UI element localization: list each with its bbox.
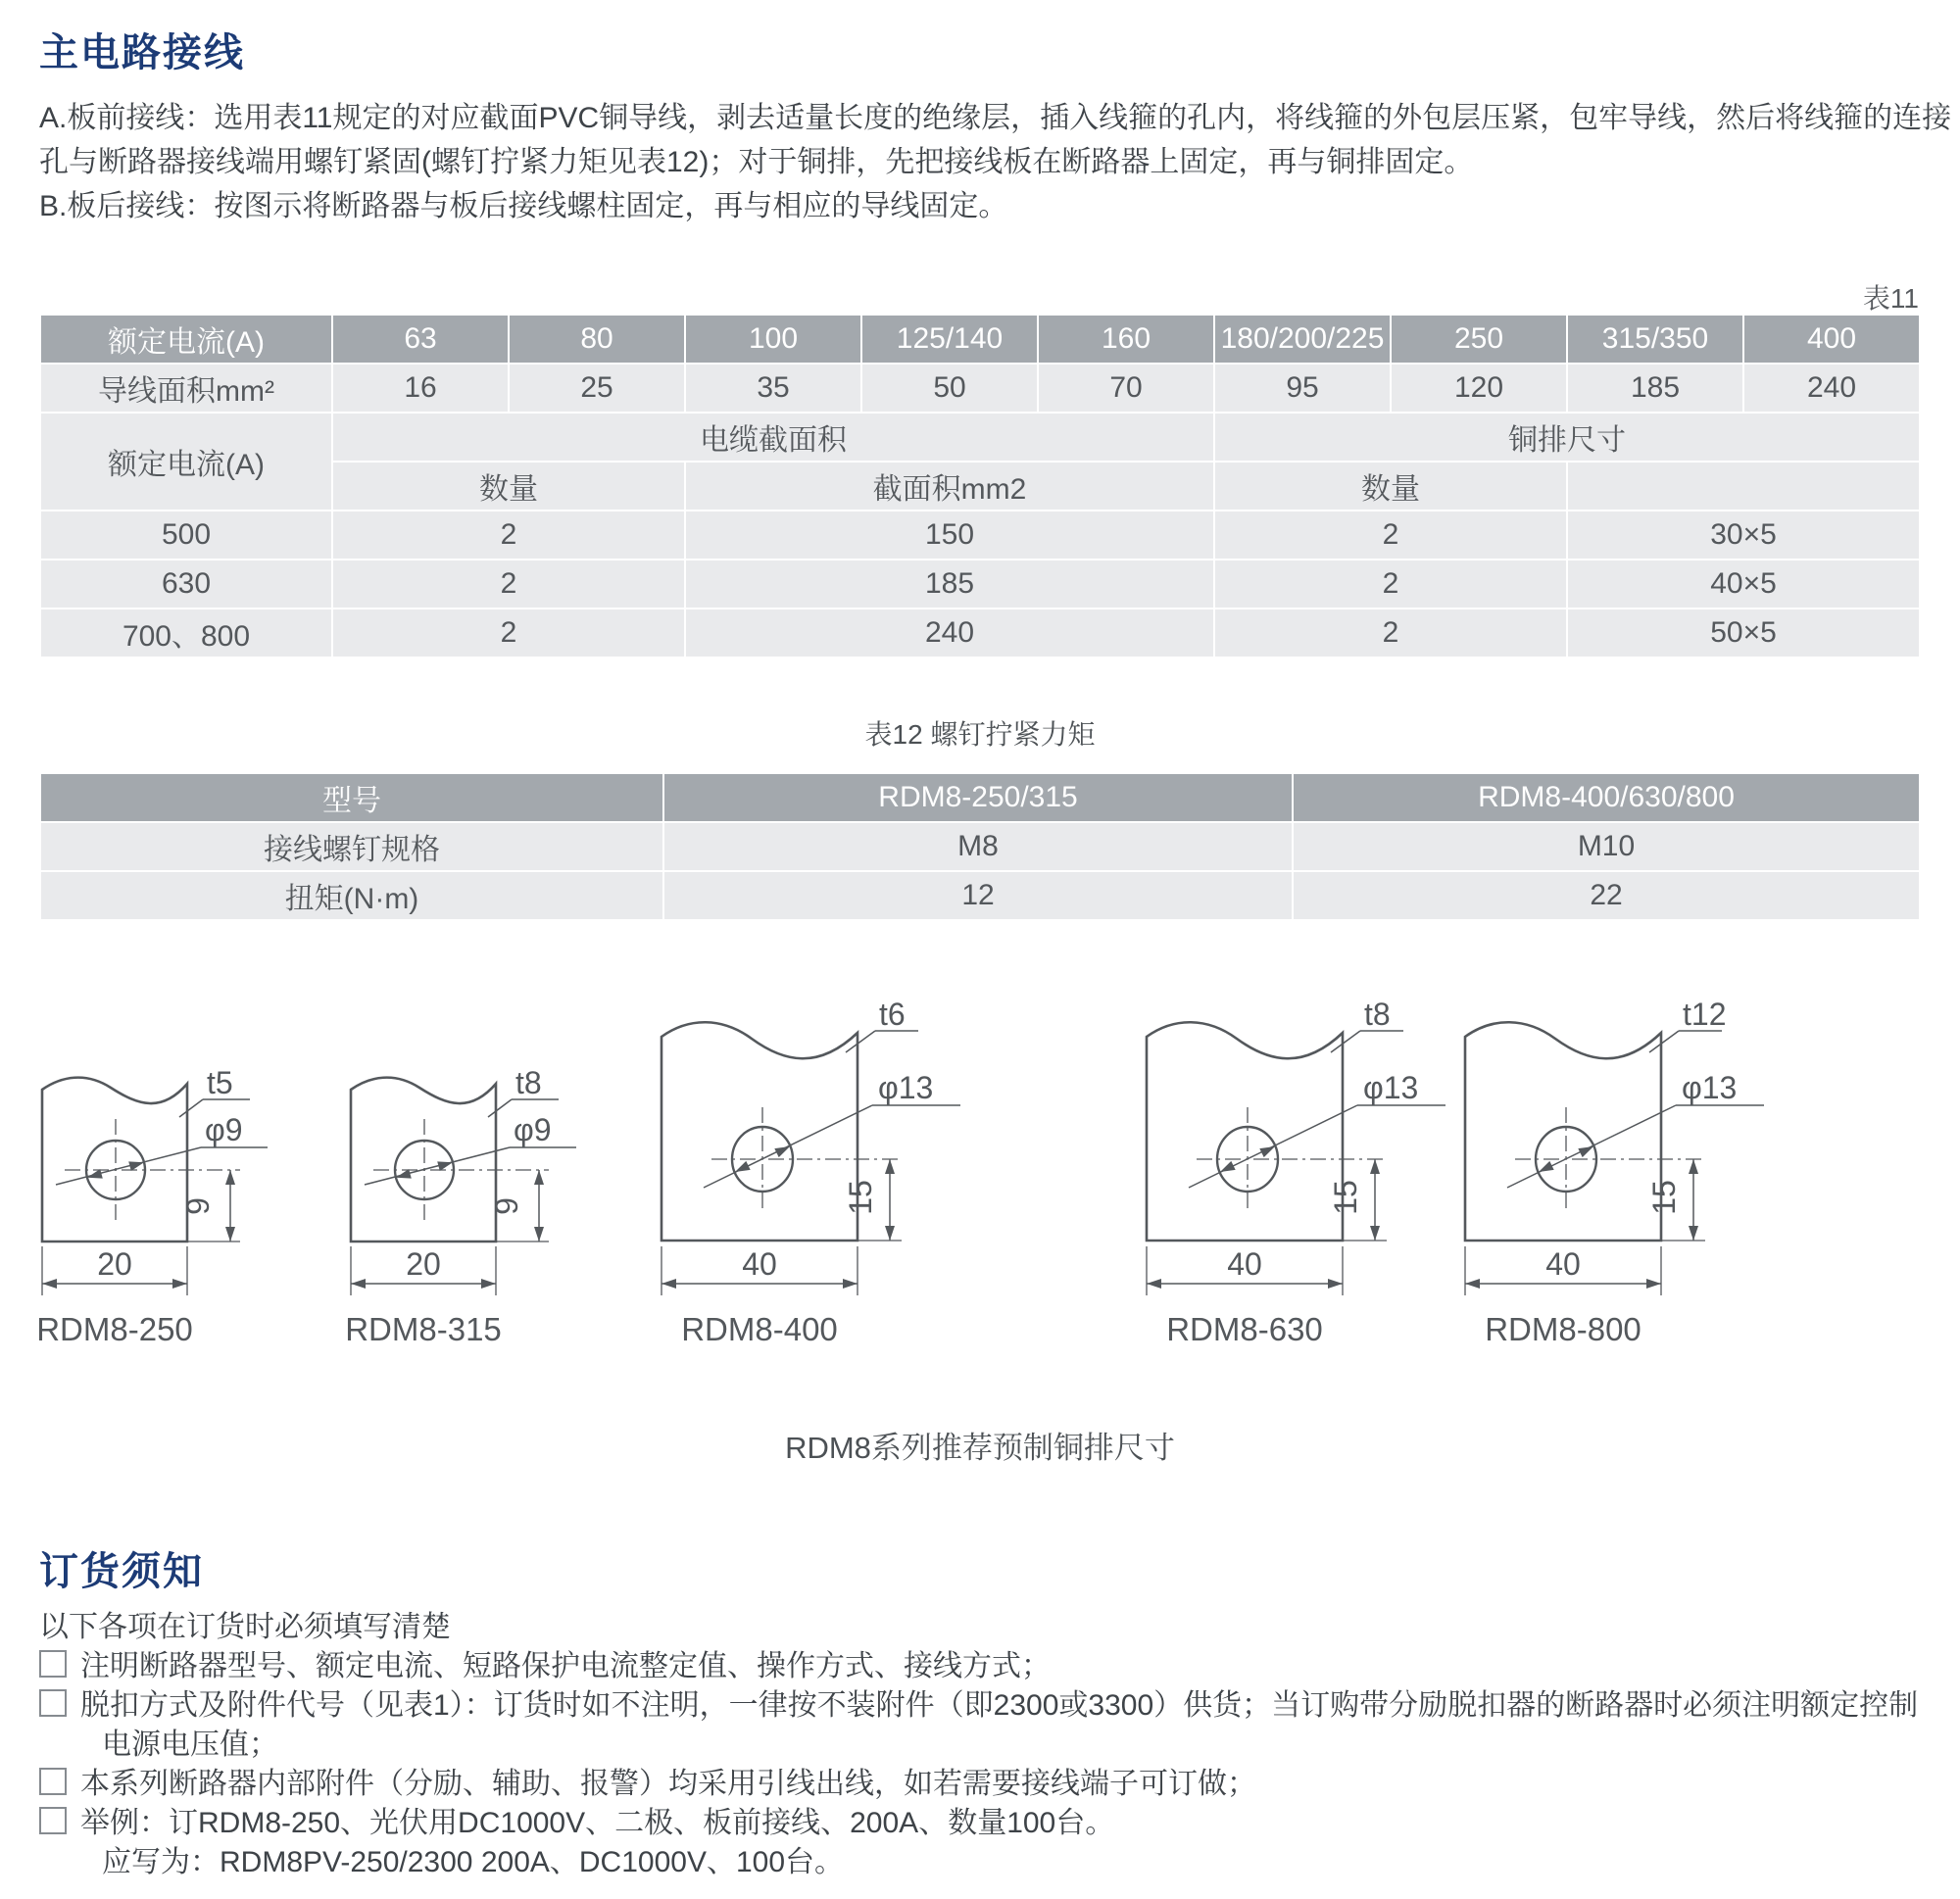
table-cell: M10 <box>1293 822 1920 871</box>
drawing-label: RDM8-800 <box>1485 1311 1642 1347</box>
table-cell: 100 <box>685 315 861 364</box>
table-cell: 630 <box>40 560 332 609</box>
busbar-figure <box>1147 997 1446 1347</box>
section-title-main-wiring: 主电路接线 <box>39 31 245 74</box>
busbar-figure <box>345 1065 576 1347</box>
table-cell: 150 <box>685 511 1214 560</box>
drawing-label: RDM8-250 <box>36 1311 193 1347</box>
table-cell: 40×5 <box>1567 560 1920 609</box>
drawing-label: t6 <box>879 997 906 1032</box>
ordering-line: 电源电压值； <box>102 1729 278 1761</box>
drawing-label: φ13 <box>1363 1070 1419 1105</box>
table-cell: 63 <box>332 315 509 364</box>
table-cell: 数量 <box>1214 462 1567 511</box>
table-cell: 250 <box>1391 315 1567 364</box>
drawing-label: RDM8-315 <box>345 1311 502 1347</box>
drawing-label: 15 <box>843 1180 878 1215</box>
ordering-line: 应写为：RDM8PV-250/2300 200A、DC1000V、100台。 <box>102 1846 845 1878</box>
table-cell: 80 <box>509 315 685 364</box>
table-cell: 180/200/225 <box>1214 315 1391 364</box>
drawing-label: 9 <box>489 1197 524 1215</box>
table-cell: 315/350 <box>1567 315 1743 364</box>
drawings-caption: RDM8系列推荐预制铜排尺寸 <box>785 1431 1175 1465</box>
table-cell: 125/140 <box>861 315 1038 364</box>
ordering-line: 以下各项在订货时必须填写清楚 <box>39 1611 451 1643</box>
ordering-line: 脱扣方式及附件代号（见表1）：订货时如不注明，一律按不装附件（即2300或3300）供货；当订购带分励脱扣器的断路器时必须注明额定控制 <box>39 1686 1918 1726</box>
table-cell: 35 <box>685 364 861 413</box>
drawing-label: 40 <box>1545 1246 1581 1282</box>
drawing-label: 15 <box>1328 1180 1363 1215</box>
busbar-drawings <box>0 990 1960 1382</box>
data-table <box>39 772 1921 921</box>
drawing-label: 20 <box>97 1246 132 1282</box>
table-cell: M8 <box>663 822 1293 871</box>
table-cell: 70 <box>1038 364 1214 413</box>
paragraph-line: 孔与断路器接线端用螺钉紧固(螺钉拧紧力矩见表12)；对于铜排，先把接线板在断路器上固定，再与铜排固定。 <box>39 146 1474 178</box>
checkbox-icon <box>39 1689 67 1717</box>
table-cell: 扭矩(N·m) <box>40 871 663 920</box>
table-cell: 400 <box>1743 315 1920 364</box>
drawing-label: t8 <box>515 1065 542 1100</box>
table11-wire-section <box>39 314 1921 658</box>
table-cell: 2 <box>1214 609 1567 657</box>
ordering-line: 举例：订RDM8-250、光伏用DC1000V、二极、板前接线、200A、数量100台。 <box>39 1804 1918 1843</box>
busbar-figure <box>36 1065 268 1347</box>
wiring-paragraph <box>39 96 1951 228</box>
drawing-label: φ13 <box>1682 1070 1738 1105</box>
table-cell: 50 <box>861 364 1038 413</box>
data-table <box>39 314 1921 658</box>
busbar-figure <box>1465 997 1764 1347</box>
table-cell: 2 <box>1214 511 1567 560</box>
table-cell: 12 <box>663 871 1293 920</box>
ordering-line: 注明断路器型号、额定电流、短路保护电流整定值、操作方式、接线方式； <box>39 1647 1918 1686</box>
table-cell: 接线螺钉规格 <box>40 822 663 871</box>
table12-torque <box>39 772 1921 921</box>
table-cell: RDM8-400/630/800 <box>1293 773 1920 822</box>
drawing-label: RDM8-400 <box>681 1311 838 1347</box>
table-cell: 50×5 <box>1567 609 1920 657</box>
drawing-label: t12 <box>1683 997 1727 1032</box>
paragraph-line: B.板后接线：按图示将断路器与板后接线螺柱固定，再与相应的导线固定。 <box>39 190 1008 222</box>
ordering-notes-list <box>39 1608 1918 1882</box>
drawing-label: t5 <box>207 1065 233 1100</box>
table-cell: 截面积mm2 <box>685 462 1214 511</box>
drawing-label: φ13 <box>878 1070 934 1105</box>
table-cell: 额定电流(A) <box>40 315 332 364</box>
table-cell: 2 <box>1214 560 1567 609</box>
table-cell: 导线面积mm² <box>40 364 332 413</box>
table-cell: RDM8-250/315 <box>663 773 1293 822</box>
drawing-label: t8 <box>1364 997 1391 1032</box>
table-cell: 95 <box>1214 364 1391 413</box>
table-cell: 2 <box>332 511 685 560</box>
drawing-label: 40 <box>742 1246 777 1282</box>
table12-caption: 表12 螺钉拧紧力矩 <box>864 719 1096 750</box>
table-cell: 2 <box>332 560 685 609</box>
table-cell: 16 <box>332 364 509 413</box>
table-cell: 2 <box>332 609 685 657</box>
drawing-label: RDM8-630 <box>1166 1311 1323 1347</box>
checkbox-icon <box>39 1807 67 1834</box>
table-cell: 30×5 <box>1567 511 1920 560</box>
drawing-label: φ9 <box>514 1112 552 1147</box>
table-cell: 240 <box>685 609 1214 657</box>
table-cell: 240 <box>1743 364 1920 413</box>
drawing-label: φ9 <box>205 1112 243 1147</box>
table-cell: 700、800 <box>40 609 332 657</box>
table-cell: 额定电流(A) <box>40 413 332 511</box>
drawing-label: 15 <box>1646 1180 1682 1215</box>
busbar-figure <box>662 997 960 1347</box>
table-cell: 160 <box>1038 315 1214 364</box>
table-cell: 185 <box>1567 364 1743 413</box>
drawing-label: 20 <box>406 1246 441 1282</box>
table-cell: 数量 <box>332 462 685 511</box>
table-cell <box>1567 462 1920 511</box>
table-cell: 185 <box>685 560 1214 609</box>
checkbox-icon <box>39 1768 67 1795</box>
section-title-ordering: 订货须知 <box>39 1550 204 1593</box>
table-cell: 22 <box>1293 871 1920 920</box>
drawing-label: 9 <box>180 1197 216 1215</box>
table-cell: 铜排尺寸 <box>1214 413 1920 462</box>
paragraph-line: A.板前接线：选用表11规定的对应截面PVC铜导线，剥去适量长度的绝缘层，插入线箍的孔内，将线箍的外包层压紧，包牢导线，然后将线箍的连接 <box>39 102 1952 134</box>
table-cell: 25 <box>509 364 685 413</box>
checkbox-icon <box>39 1650 67 1678</box>
table-cell: 120 <box>1391 364 1567 413</box>
table-cell: 500 <box>40 511 332 560</box>
table-cell: 型号 <box>40 773 663 822</box>
ordering-line: 本系列断路器内部附件（分励、辅助、报警）均采用引线出线，如若需要接线端子可订做； <box>39 1765 1918 1804</box>
table11-label: 表11 <box>1862 283 1919 314</box>
table-cell: 电缆截面积 <box>332 413 1214 462</box>
drawing-label: 40 <box>1227 1246 1262 1282</box>
